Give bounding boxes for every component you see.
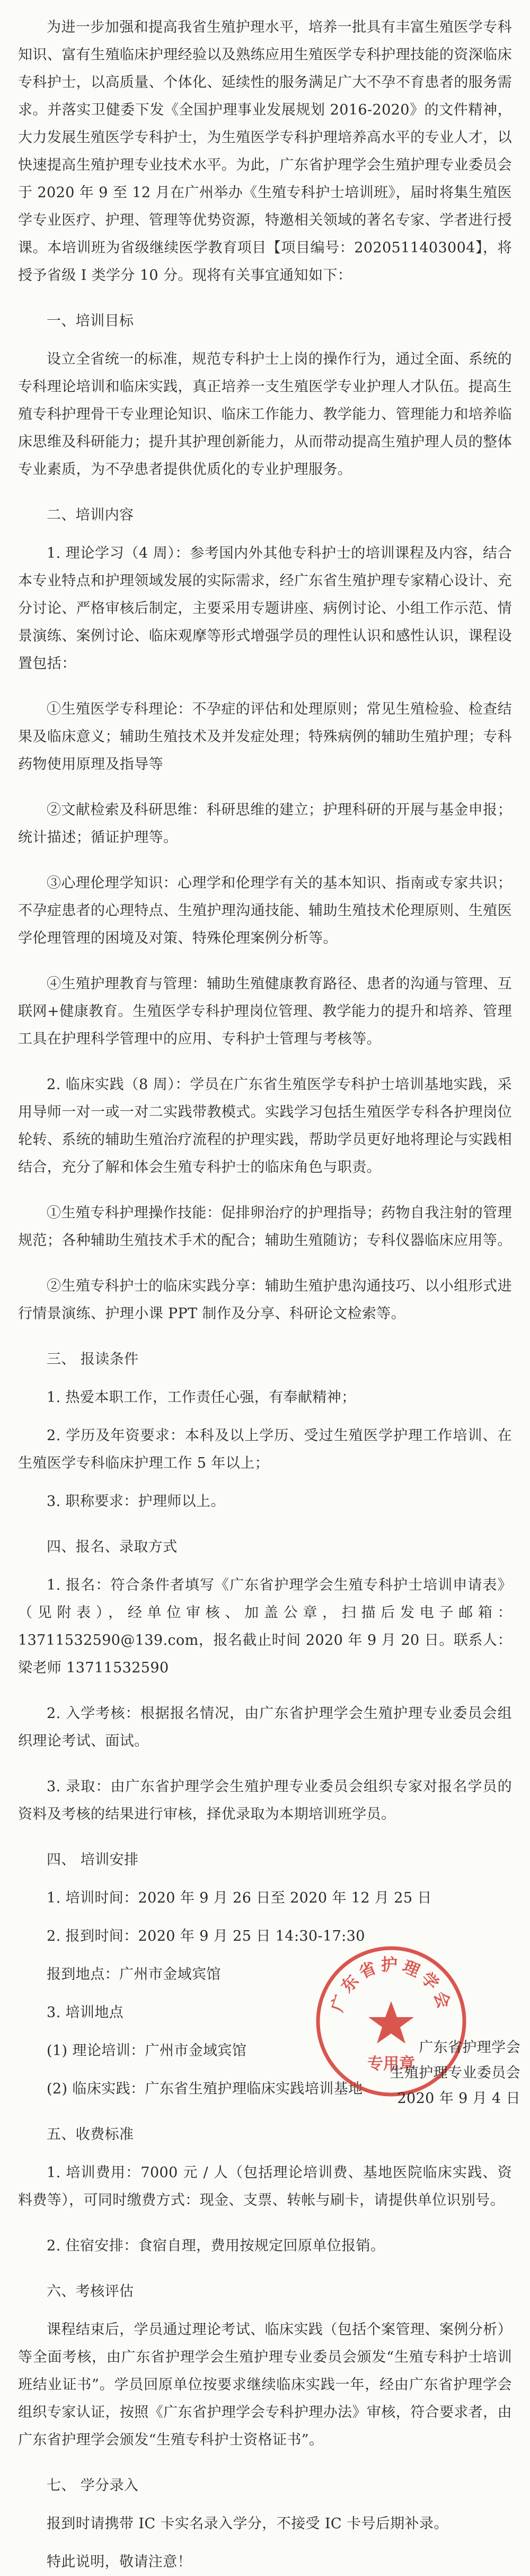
- section-assessment-title: 六、考核评估: [47, 2283, 134, 2300]
- schedule-item: 1. 培训时间：2020 年 9 月 26 日至 2020 年 12 月 25 日: [47, 1890, 432, 1906]
- credits-paragraph: 报到时请携带 IC 卡实名录入学分，不接受 IC 卡号后期补录。: [47, 2516, 448, 2532]
- fee-item: 2. 住宿安排：食宿自理，费用按规定回原单位报销。: [47, 2238, 385, 2254]
- issuer-committee: 生殖护理专业委员会: [390, 2065, 520, 2081]
- intro-paragraph: 为进一步加强和提高我省生殖护理水平，培养一批具有丰富生殖医学专科知识、富有生殖临床护理经验以及熟练应用生殖医学专科护理技能的资深临床专科护士，以高质量、个体化、延续性的服务满足广大不孕不育患者的服务需求。并落实卫健委下发《全国护理事业发展规划 2016-2020》的文件精神，大力发展生殖医学专科护士，为生殖医学专科护理培养高水平的专业人才，以快速提高生殖护理专业技术水平。为此，广东省护理学会生殖护理专业委员会于 2020 年 9 至 12 月在广州举办《生殖专科护士培训班》，届时将集生殖医学专业医疗、护理、管理等优势资源，特邀相关领域的著名专家、学者进行授课。本培训班为省级继续医学教育项目【项目编号：2020511403004】，将授予省级 I 类学分 10 分。现将有关事宜通知如下：: [18, 19, 512, 284]
- closing-note: 特此说明，敬请注意！: [47, 2554, 192, 2570]
- clinical-practice-paragraph: 2. 临床实践（8 周）：学员在广东省生殖医学专科护士培训基地实践，采用导师一对一或一对二实践带教模式。实践学习包括生殖医学专科各护理岗位轮转、系统的辅助生殖治疗流程的护理实践，帮助学员更好地将理论与实践相结合，充分了解和体会生殖专科护士的临床角色与职责。: [18, 1076, 512, 1176]
- theory-study-paragraph: 1. 理论学习（4 周）：参考国内外其他专科护士的培训课程及内容，结合本专业特点和护理领域发展的实际需求，经广东省生殖护理专家精心设计、充分讨论、严格审核后制定，主要采用专题讲座、病例讨论、小组工作示范、情景演练、案例讨论、临床观摩等形式增强学员的理性认识和感性认识，课程设置包括：: [18, 545, 512, 672]
- signature-block: [0, 2035, 530, 2111]
- issuer-organization: 广东省护理学会: [419, 2039, 520, 2056]
- practice-item-sharing: ②生殖专科护士的临床实践分享：辅助生殖护患沟通技巧、以小组形式进行情景演练、护理小课 PPT 制作及分享、科研论文检索等。: [18, 1278, 512, 1322]
- eligibility-item: 2. 学历及年资要求：本科及以上学历、受过生殖医学护理工作培训、在生殖医学专科临床护理工作 5 年以上；: [18, 1427, 512, 1471]
- training-goals-paragraph: 设立全省统一的标准，规范专科护士上岗的操作行为，通过全面、系统的专科理论培训和临床实践，真正培养一支生殖医学专业护理人才队伍。提高生殖专科护理骨干专业理论知识、临床工作能力、教学能力、管理能力和培养临床思维及科研能力；提升其护理创新能力，从而带动提高生殖护理人员的整体专业素质，为不孕患者提供优质化的专业护理服务。: [18, 351, 512, 478]
- seal-ring-text: 广东省护理学会: [328, 1955, 455, 2014]
- schedule-item: (1) 理论培训：广州市金域宾馆: [47, 2043, 247, 2059]
- registration-item: 3. 录取：由广东省护理学会生殖护理专业委员会组织专家对报名学员的资料及考核的结果进行审核，择优录取为本期培训班学员。: [18, 1778, 512, 1823]
- section-fees-title: 五、收费标准: [47, 2126, 134, 2143]
- course-item-education-management: ④生殖护理教育与管理：辅助生殖健康教育路径、患者的沟通与管理、互联网+健康教育。生殖医学专科护理岗位管理、教学能力的提升和培养、管理工具在护理科学管理中的应用、专科护士管理与考核等。: [18, 976, 512, 1047]
- schedule-item: 3. 培训地点: [47, 2004, 124, 2021]
- eligibility-item: 1. 热爱本职工作，工作责任心强，有奉献精神；: [47, 1389, 356, 1406]
- section-training-content-title: 二、培训内容: [47, 507, 134, 523]
- registration-item: 2. 入学考核：根据报名情况，由广东省护理学会生殖护理专业委员会组织理论考试、面试。: [18, 1705, 512, 1749]
- eligibility-item: 3. 职称要求：护理师以上。: [47, 1493, 225, 1510]
- schedule-item: (2) 临床实践：广东省生殖护理临床实践培训基地: [47, 2081, 363, 2097]
- course-item-psychology-ethics: ③心理伦理学知识：心理学和伦理学有关的基本知识、指南或专家共识；不孕症患者的心理特点、生殖护理沟通技能、辅助生殖技术伦理原则、生殖医学伦理管理的困境及对策、特殊伦理案例分析等。: [18, 875, 512, 947]
- schedule-item: 报到地点：广州市金域宾馆: [47, 1966, 221, 1983]
- section-schedule-title: 四、 培训安排: [47, 1852, 139, 1868]
- assessment-paragraph: 课程结束后，学员通过理论考试、临床实践（包括个案管理、案例分析）等全面考核，由广东省护理学会生殖护理专业委员会颁发“生殖专科护士培训班结业证书”。学员回原单位按要求继续临床实践一年，经由广东省护理学会组织专家认证，按照《广东省护理学会专科护理办法》审核，符合要求者，由广东省护理学会颁发“生殖专科护士资格证书”。: [18, 2321, 512, 2448]
- practice-item-skills: ①生殖专科护理操作技能：促排卵治疗的护理指导；药物自我注射的管理规范；各种辅助生殖技术手术的配合；辅助生殖随访；专科仪器临床应用等。: [18, 1205, 512, 1249]
- fee-item: 1. 培训费用：7000 元 / 人（包括理论培训费、基地医院临床实践、资料费等），可同时缴费方式：现金、支票、转帐与刷卡，请提供单位识别号。: [18, 2165, 512, 2209]
- seal-center-text: 专用章: [367, 2055, 415, 2073]
- section-training-goals-title: 一、培训目标: [47, 313, 134, 329]
- registration-item: 1. 报名：符合条件者填写《广东省护理学会生殖专科护士培训申请表》（见附表），经单位审核、加盖公章，扫描后发电子邮箱：13711532590@139.com，报名截止时间 2020 年 9 月 20 日。联系人：梁老师 13711532590: [18, 1577, 512, 1676]
- course-item-specialty-theory: ①生殖医学专科理论：不孕症的评估和处理原则；常见生殖检验、检查结果及临床意义；辅助生殖技术及并发症处理；特殊病例的辅助生殖护理；专科药物使用原理及指导等: [18, 701, 512, 773]
- schedule-item: 2. 报到时间：2020 年 9 月 25 日 14:30-17:30: [47, 1928, 365, 1944]
- course-item-research: ②文献检索及科研思维：科研思维的建立；护理科研的开展与基金申报；统计描述；循证护理等。: [18, 802, 512, 846]
- section-credits-title: 七、 学分录入: [47, 2477, 139, 2494]
- section-registration-title: 四、报名、录取方式: [47, 1539, 178, 1555]
- section-eligibility-title: 三、 报读条件: [47, 1351, 139, 1368]
- issue-date: 2020 年 9 月 4 日: [397, 2090, 520, 2107]
